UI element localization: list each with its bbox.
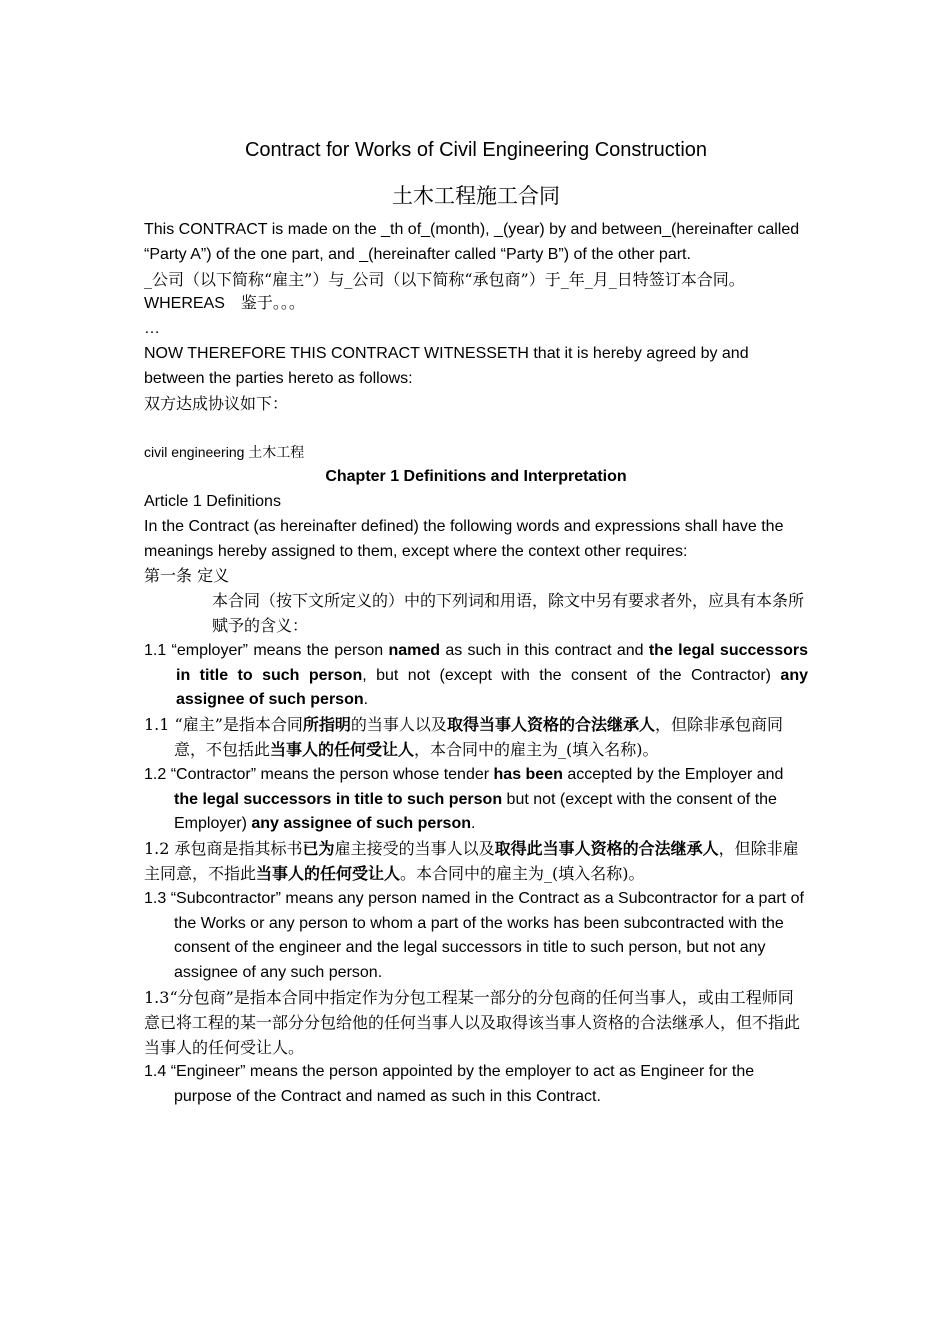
ellipsis-line: … bbox=[144, 320, 160, 338]
definition-1-4-english: 1.4 “Engineer” means the person appointed by the employer to act as Engineer for the purpose of the Contract and named as such in this Contract. bbox=[144, 1063, 755, 1106]
article-intro-english: In the Contract (as hereinafter defined) the following words and expressions shall have the meanings hereby assigned to them, except where the context other requires: bbox=[144, 517, 784, 560]
definition-1-2-english: 1.2 “Contractor” means the person whose tender has been accepted by the Employer and the legal successors in title to such person but not (except with the consent of the Employer) any assignee of such person. bbox=[144, 765, 784, 833]
article-title: Article 1 Definitions bbox=[144, 492, 281, 510]
definition-1-3-chinese: 1.3“分包商”是指本合同中指定作为分包工程某一部分的分包商的任何当事人，或由工程师同意已将工程的某一部分分包给他的任何当事人以及取得该当事人资格的合法继承人，但不指此当事人的任何受让人。 bbox=[144, 987, 801, 1057]
whereas-line: WHEREAS 鉴于。。。 bbox=[144, 295, 305, 313]
definition-1-2-chinese: 1.2 承包商是指其标书已为雇主接受的当事人以及取得此当事人资格的合法继承人，但除非雇主同意，不指此当事人的任何受让人。本合同中的雇主为_(填入名称)。 bbox=[144, 839, 799, 883]
title-chinese: 土木工程施工合同 bbox=[392, 184, 560, 208]
definition-1-1-chinese: 1.1 “雇主”是指本合同所指明的当事人以及取得当事人资格的合法继承人，但除非承包商同意，不包括此当事人的任何受让人，本合同中的雇主为_(填入名称)。 bbox=[144, 715, 783, 759]
document-body bbox=[144, 136, 808, 1110]
spacer bbox=[144, 416, 808, 440]
title-english: Contract for Works of Civil Engineering Construction bbox=[244, 139, 708, 161]
definition-1-1-english: 1.1 “employer” means the person named as such in this contract and the legal successors in title to such person, but not (except with the consent of the Contractor) any assignee of such person. bbox=[144, 641, 808, 709]
term-note: civil engineering 土木工程 bbox=[144, 444, 305, 461]
chapter-title: Chapter 1 Definitions and Interpretation bbox=[325, 468, 627, 486]
now-therefore-chinese: 双方达成协议如下： bbox=[144, 393, 289, 413]
article-intro-chinese: 本合同（按下文所定义的）中的下列词和用语，除文中另有要求者外，应具有本条所赋予的含义： bbox=[212, 591, 805, 635]
article-title-chinese: 第一条 定义 bbox=[144, 566, 230, 586]
intro-chinese: _公司（以下简称“雇主”）与_公司（以下简称“承包商”）于_年_月_日特签订本合同。 bbox=[144, 269, 745, 289]
intro-english: This CONTRACT is made on the _th of_(month), _(year) by and between_(hereinafter called “Party A”) of the one part, and _(hereinafter called “Party B”) of the other part. bbox=[144, 221, 800, 263]
now-therefore-english: NOW THEREFORE THIS CONTRACT WITNESSETH that it is hereby agreed by and between the parties hereto as follows: bbox=[144, 344, 749, 387]
definition-1-3-english: 1.3 “Subcontractor” means any person named in the Contract as a Subcontractor for a part of the Works or any person to whom a part of the works has been subcontracted with the consent of the engineer and the legal successors in title to such person, but not any assignee of any such person. bbox=[144, 889, 804, 982]
